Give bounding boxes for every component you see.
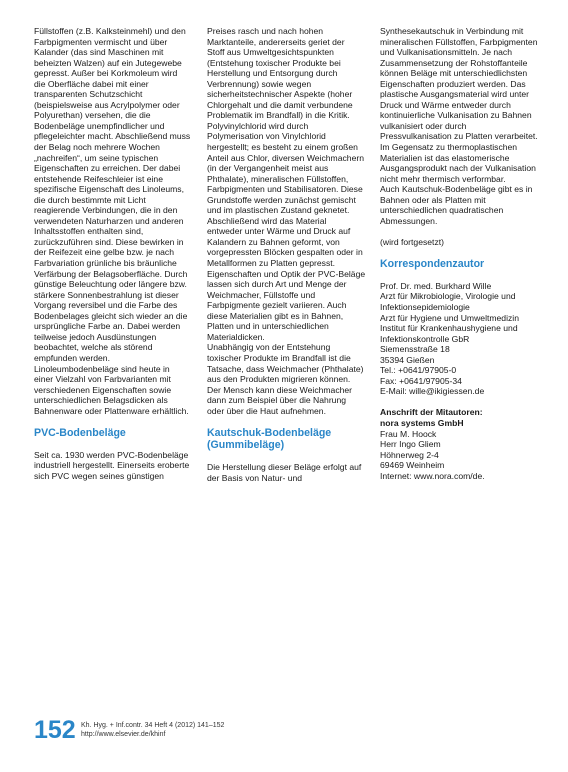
text-line: spezifische Eigenschaft des Linoleums, (34, 184, 184, 195)
text-paragraph (34, 26, 190, 416)
text-line: reagierende Verbindungen, die in den (34, 205, 178, 216)
text-line: der Reifezeit eine gelbe bzw. je nach (34, 247, 174, 258)
text-line: (beispielsweise aus Acrylpolymer oder (34, 99, 180, 110)
text-line: Herstellung und Entsorgung durch (207, 68, 338, 79)
text-line: ursprüngliche Farbe an. Dabei werden (34, 321, 181, 332)
text-line: Grundstoffe werden zunächst gemischt (207, 194, 356, 205)
text-line: Bahnenware oder Plattenware erhältlich. (34, 405, 189, 416)
text-line: Der Mensch kann diese Weichmacher (207, 384, 353, 395)
page-footer (34, 716, 534, 746)
text-line: Farbvariation grünliche bis bräunliche (34, 258, 177, 269)
page-number: 152 (34, 716, 76, 744)
text-line: und im plastischen Zustand geknetet. (207, 205, 350, 216)
text-line: Kalandern zu Bahnen geformt, von (207, 236, 340, 247)
text-line: „nachreifen“, um seine typischen (34, 152, 159, 163)
text-line: sich PVC wegen seines günstigen (34, 470, 164, 481)
text-line: Bodenbelages gleicht sich wieder an die (34, 310, 188, 321)
text-line: entweder unter Wärme und Druck auf (207, 226, 351, 237)
text-line: Ausgangsprodukt nach der Vulkanisation (380, 163, 536, 174)
text-line: Druck und Wärme entweder durch (380, 99, 511, 110)
text-line: Unabhängig von der Entstehung (207, 342, 331, 353)
paragraph-gap (380, 226, 540, 237)
text-line: teilweise jedoch Ausdünstungen (34, 331, 157, 342)
text-line: Internet: www.nora.com/de. (380, 470, 485, 481)
paragraph-gap (34, 416, 190, 427)
text-line: Seit ca. 1930 werden PVC-Bodenbeläge (34, 449, 189, 460)
text-line: zurückzuführen sind. Diese bewirken in (34, 236, 184, 247)
text-paragraph (380, 429, 540, 482)
text-line: Frau M. Hoock (380, 428, 437, 439)
text-line: Fax: +0641/97905-34 (380, 375, 462, 386)
text-line: aus den Produkten migrieren können. (207, 374, 351, 385)
text-line: vorgepressten Blöcken gespalten oder in (207, 247, 363, 258)
text-column-right (380, 26, 540, 481)
citation-line: Kh. Hyg. + Inf.contr. 34 Heft 4 (2012) 141–152 (81, 722, 225, 729)
text-line: entstehende Reifeschleier ist eine (34, 173, 163, 184)
text-line: Polymerisation von Vinylchlorid (207, 131, 326, 142)
text-line: Farbpigmenten vermischt und über (34, 36, 168, 47)
text-line: Füllstoffen (z.B. Kalksteinmehl) und den (34, 26, 186, 36)
text-line: (in der Vergangenheit meist aus (207, 163, 329, 174)
text-line: Auch Kautschuk-Bodenbeläge gibt es in (380, 184, 533, 195)
text-line: Institut für Krankenhaushygiene und (380, 323, 518, 334)
text-line: Farbpigmente gezielt variieren. Auch (207, 300, 347, 311)
text-line: toxischer Produkte im Brandfall ist die (207, 352, 351, 363)
text-line: Synthesekautschuk in Verbindung mit (380, 26, 524, 36)
text-paragraph (380, 237, 540, 248)
text-line: Phthalate), mineralischen Füllstoffen, (207, 173, 349, 184)
text-line: günstige Beleuchtung oder längere bzw. (34, 279, 187, 290)
text-line: hergestellt; es besteht zu einem großen (207, 142, 358, 153)
text-line: Pressvulkanisation zu Platten verarbeitet. (380, 131, 538, 142)
text-line: einer Vielzahl von Farbvarianten mit (34, 374, 171, 385)
text-line: Im Gegensatz zu thermoplastischen (380, 142, 518, 153)
section-heading: PVC-Bodenbeläge (34, 426, 126, 439)
text-line: Stoff aus Umweltgesichtspunkten (207, 47, 334, 58)
text-line: Herr Ingo Gliem (380, 439, 441, 450)
text-line: Kalander (das sind Maschinen mit (34, 47, 164, 58)
text-line: (Entstehung toxischer Produkte bei (207, 57, 341, 68)
text-line: Marktanteile, andererseits geriet der (207, 36, 345, 47)
text-column-left (34, 26, 190, 481)
text-paragraph (207, 26, 367, 416)
text-line: vulkanisiert oder durch (380, 120, 467, 131)
text-line: Arzt für Mikrobiologie, Virologie und (380, 291, 516, 302)
text-line: Abschließend wird das Material (207, 215, 327, 226)
paragraph-gap (380, 397, 540, 408)
text-line: der Belag noch mehrere Wochen (34, 142, 160, 153)
text-line: der Basis von Natur- und (207, 472, 303, 483)
text-line: Bodenbeläge unempfindlicher und (34, 120, 165, 131)
text-line: sicherheitstechnischer Aspekte (hoher (207, 89, 353, 100)
citation-url: http://www.elsevier.de/khinf (81, 730, 166, 738)
text-line: Inhaltsstoffen enthalten sind, (34, 226, 144, 237)
text-line: dann zum Beispiel über die Nahrung (207, 395, 347, 406)
text-line: Infektionsepidemiologie (380, 302, 470, 313)
text-line: Platten und in unterschiedlichen (207, 321, 329, 332)
text-line: Tatsache, dass Weichmacher (Phthalate) (207, 363, 364, 374)
text-line: empfunden werden. (34, 352, 110, 363)
text-line: Verfärbung der Belagsoberfläche. Durch (34, 268, 188, 279)
journal-citation (81, 722, 224, 739)
text-line: Prof. Dr. med. Burkhard Wille (380, 280, 492, 291)
text-line: Höhnerweg 2-4 (380, 449, 439, 460)
text-line: Metallformen zu Platten gepresst. (207, 258, 336, 269)
text-line: die durch bestimmte mit Licht (34, 194, 146, 205)
text-line: 69469 Weinheim (380, 460, 445, 471)
text-line: E-Mail: wille@ikigiessen.de (380, 386, 485, 397)
text-line: Tel.: +0641/97905-0 (380, 365, 457, 376)
text-line: Verbrennung) sowie wegen (207, 78, 312, 89)
text-line: Chlorgehalt und die damit verbundene (207, 99, 353, 110)
paragraph-gap (380, 270, 540, 281)
text-line: unterschiedlichen quadratischen (380, 205, 504, 216)
text-line: lassen sich durch Art und Menge der (207, 279, 347, 290)
text-line: Farbpigmenten und Stabilisatoren. Diese (207, 184, 363, 195)
text-column-middle (207, 26, 367, 483)
text-line: (wird fortgesetzt) (380, 236, 444, 247)
text-line: verschiedenen Eigenschaften sowie (34, 384, 172, 395)
text-line: industriell hergestellt. Einerseits eroberte (34, 460, 190, 471)
text-line: Linoleumbodenbeläge sind heute in (34, 363, 170, 374)
text-paragraph (380, 26, 540, 226)
text-line: plastische Ausgangsmaterial wird unter (380, 89, 530, 100)
text-line: Infektionskontrolle GbR (380, 333, 470, 344)
text-line: Eigenschaften und Optik der PVC-Beläge (207, 268, 366, 279)
text-paragraph (207, 462, 367, 483)
paragraph-gap (380, 247, 540, 258)
paragraph-gap (207, 416, 367, 427)
text-line: Preises rasch und nach hohen (207, 26, 324, 36)
text-line: Zusammensetzung der Rohstoffanteile (380, 57, 528, 68)
text-line: Materialdicken. (207, 331, 265, 342)
text-line: mineralischen Füllstoffen, Farbpigmenten (380, 36, 538, 47)
text-line: Weichmacher, Füllstoffe und (207, 289, 316, 300)
text-line: pflegeleichter macht. Abschließend muss (34, 131, 190, 142)
text-line: nora systems GmbH (380, 418, 464, 428)
text-line: gepresst. Außer bei Korkmoleum wird (34, 68, 178, 79)
text-line: und Vulkanisationsmitteln. Je nach (380, 47, 513, 58)
section-heading: Korrespondenzautor (380, 257, 485, 270)
text-line: beheizten Walzen) auf ein Jutegewebe (34, 57, 182, 68)
text-line: unterschiedlichen Belagsdicken als (34, 395, 168, 406)
text-line: Die Herstellung dieser Beläge erfolgt auf (207, 462, 362, 473)
text-line: Materialien ist das elastomerische (380, 152, 510, 163)
section-heading: (Gummibeläge) (207, 439, 285, 452)
text-paragraph (380, 281, 540, 397)
text-line: Siemensstraße 18 (380, 344, 450, 355)
text-line: Problematik im Brandfall) in die Kritik. (207, 110, 350, 121)
section-heading: Kautschuk-Bodenbeläge (207, 426, 332, 439)
text-line: Eigenschaften produziert werden. Das (380, 78, 526, 89)
address-subheading (380, 407, 540, 428)
text-line: 35394 Gießen (380, 354, 435, 365)
text-line: transparenten Schutzschicht (34, 89, 143, 100)
text-line: Vorgang reversibel und die Farbe des (34, 300, 178, 311)
text-line: Abmessungen. (380, 215, 438, 226)
text-line: beobachtet, welche als störend (34, 342, 153, 353)
text-line: diese Materialien gibt es in Bahnen, (207, 310, 344, 321)
text-line: nicht mehr thermisch verformbar. (380, 173, 506, 184)
paragraph-gap (34, 439, 190, 450)
text-line: oder über die Haut aufnehmen. (207, 405, 326, 416)
text-line: Polyurethan) versehen, die die (34, 110, 151, 121)
paragraph-gap (207, 452, 367, 463)
text-line: können Beläge mit unterschiedlichsten (380, 68, 528, 79)
text-line: Anschrift der Mitautoren: (380, 407, 483, 418)
text-line: Bahnen oder als Platten mit (380, 194, 486, 205)
text-line: Anteil aus Chlor, diversen Weichmachern (207, 152, 364, 163)
text-paragraph (34, 450, 190, 482)
text-line: kontinuierliche Vulkanisation zu Bahnen (380, 110, 532, 121)
text-line: die Oberfläche dabei mit einer (34, 78, 149, 89)
text-line: Arzt für Hygiene und Umweltmedizin (380, 312, 519, 323)
text-line: Eigenschaften zu erreichen. Der dabei (34, 163, 181, 174)
text-line: verwendeten Naturharzen und anderen (34, 215, 184, 226)
text-line: Polyvinylchlorid wird durch (207, 120, 309, 131)
text-line: stärkere Sonnenbestrahlung ist dieser (34, 289, 179, 300)
